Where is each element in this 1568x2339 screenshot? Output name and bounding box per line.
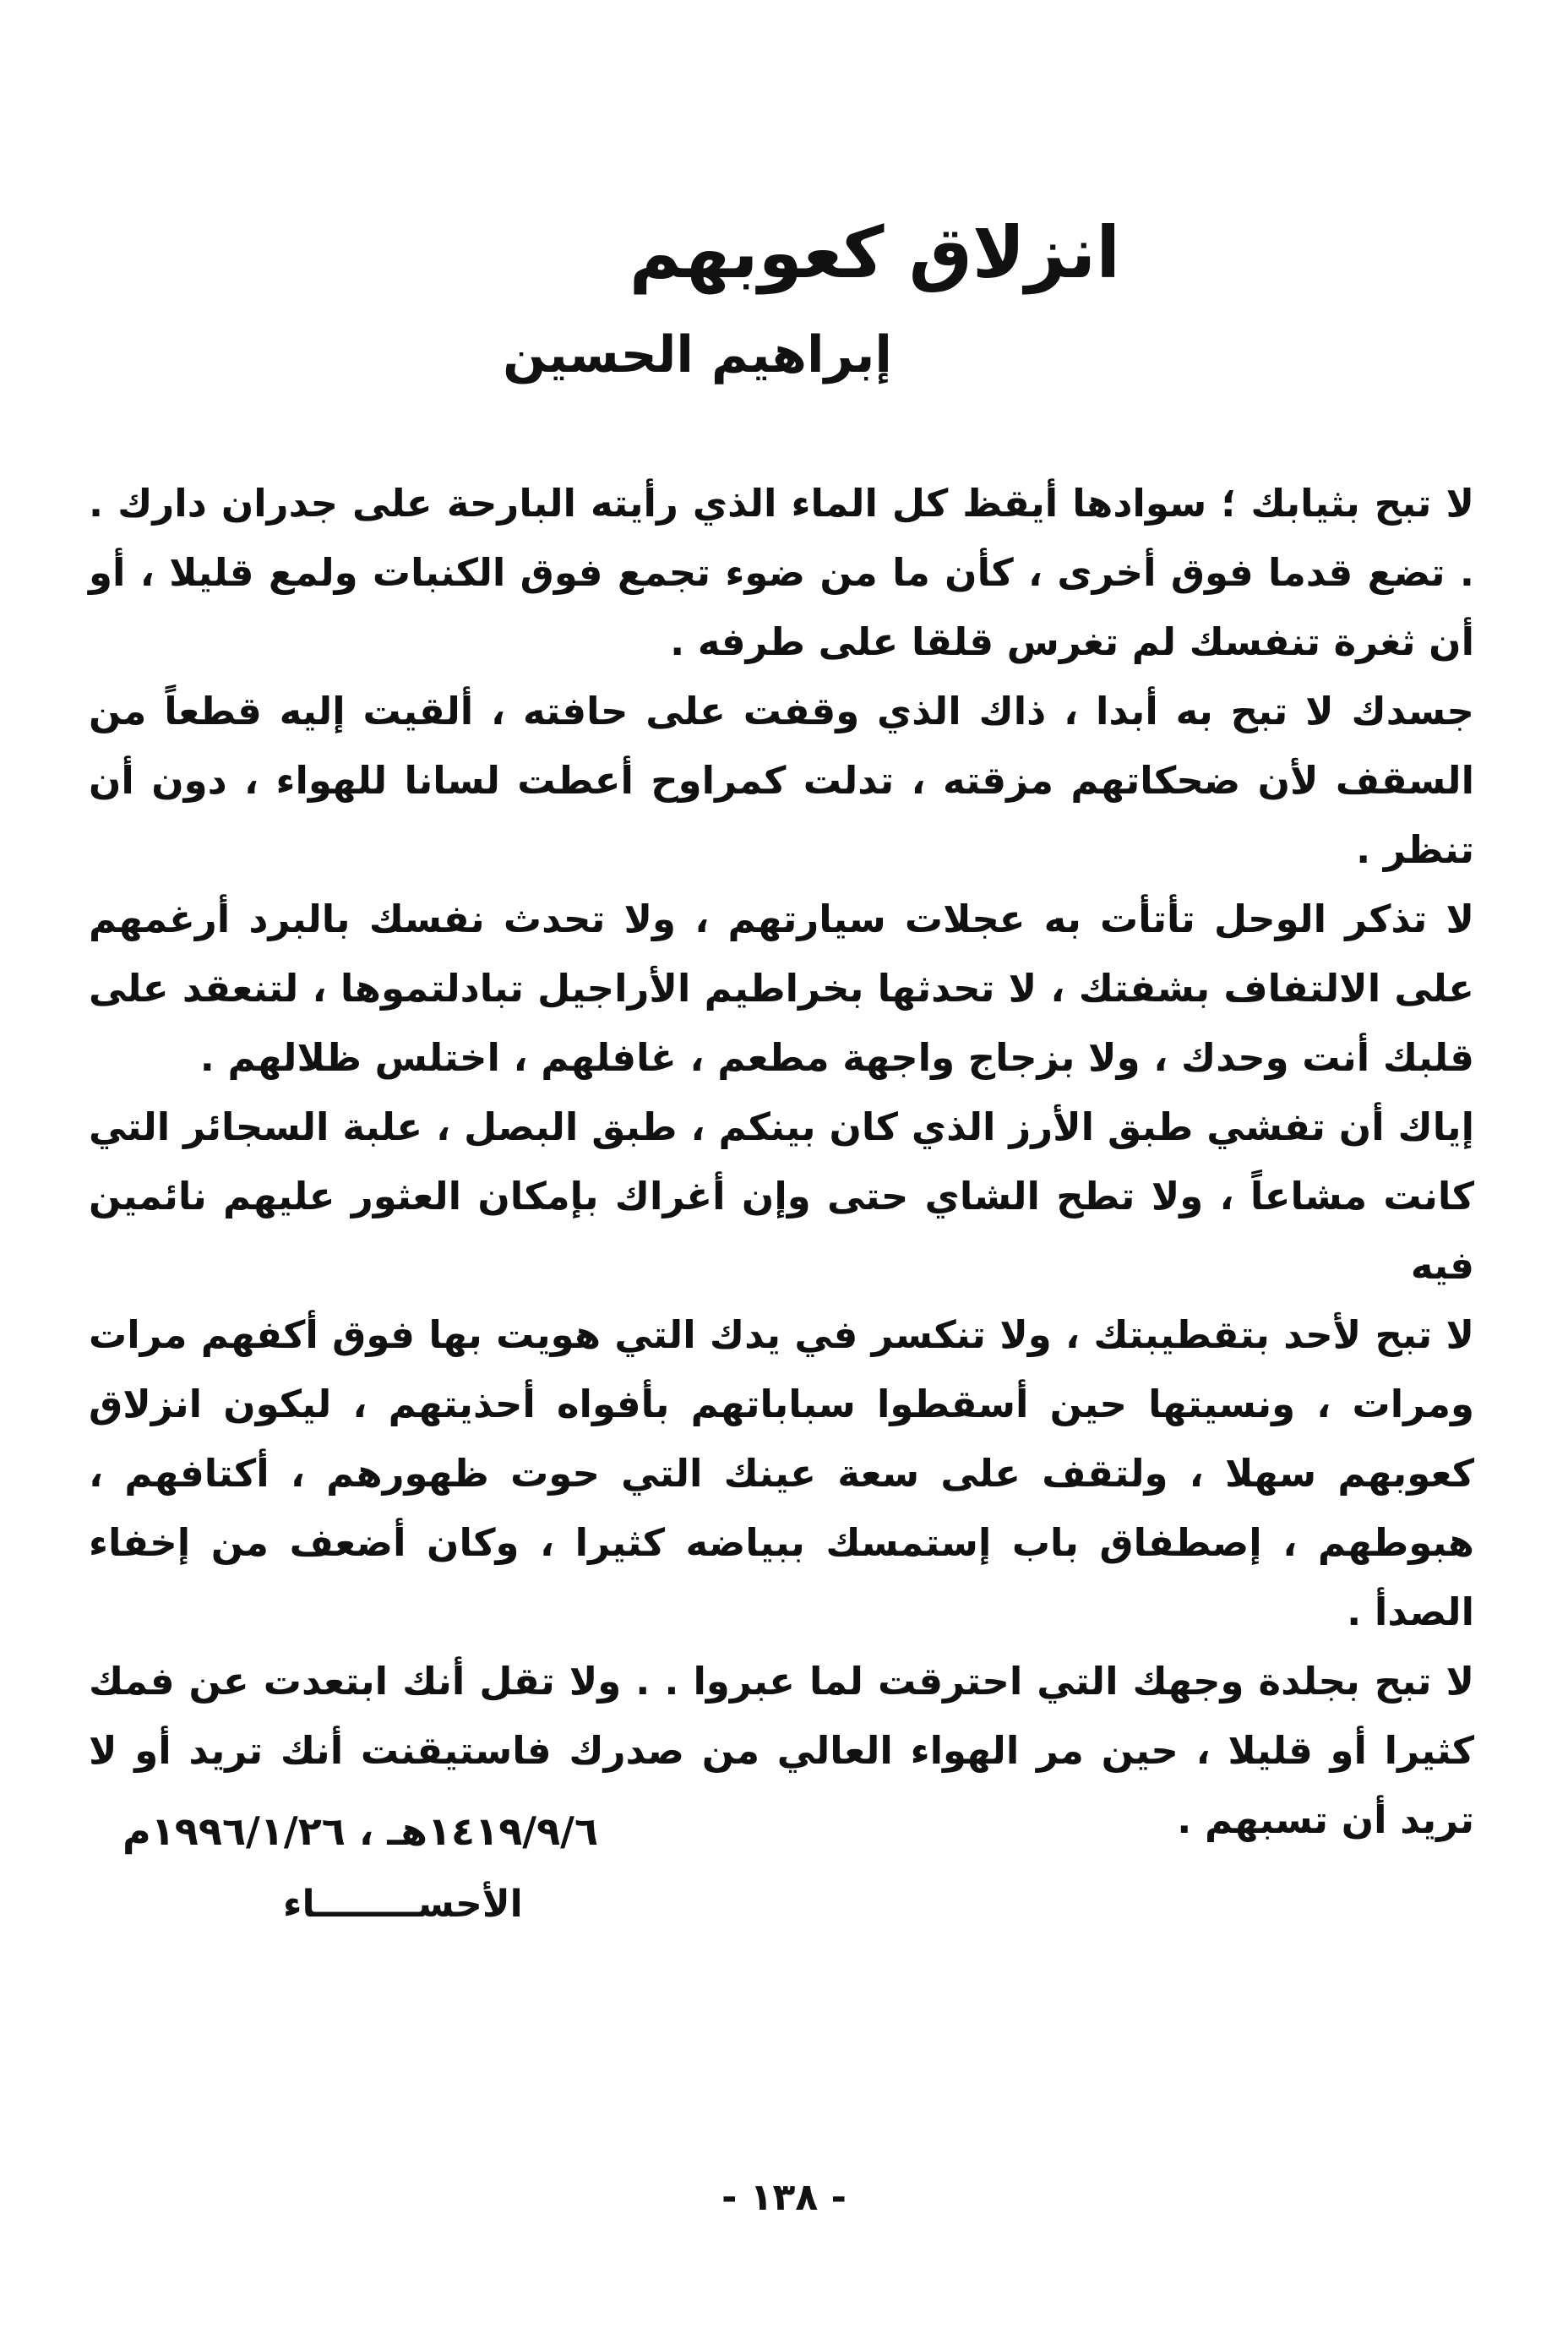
page-number: - ١٣٨ -	[721, 2176, 847, 2219]
paragraph-4: إياك أن تفشي طبق الأرز الذي كان بينكم ، طبق البصل ، علبة السجائر التي كانت مشاعاً ، ولا تطح الشاي حتى وإن أغراك بإمكان العثور عليهم نائمين فيه	[89, 1104, 1474, 1288]
paragraph-3: لا تذكر الوحل تأتأت به عجلات سيارتهم ، ولا تحدث نفسك بالبرد أرغمهم على الالتفاف بشفتك ، لا تحدثها بخراطيم الأراجيل تبادلتموها ، لتنعقد على قلبك أنت وحدك ، ولا بزجاج واجهة مطعم ، غافلهم ، اختلس ظلالهم .	[89, 897, 1474, 1080]
paragraph-1: لا تبح بثيابك ؛ سوادها أيقظ كل الماء الذي رأيته البارحة على جدران دارك . . تضع قدما فوق أخرى ، كأن ما من ضوء تجمع فوق الكنبات ولمع قليلا ، أو أن ثغرة تنفسك لم تغرس قلقا على طرفه .	[89, 481, 1474, 664]
date-line: ١٤١٩/٩/٦هـ ، ١٩٩٦/١/٢٦م	[122, 1808, 599, 1854]
place-line: الأحســــــــاء	[283, 1883, 523, 1926]
paragraph-2: جسدك لا تبح به أبدا ، ذاك الذي وقفت على حافته ، ألقيت إليه قطعاً من السقف لأن ضحكاتهم مزقته ، تدلت كمراوح أعطت لسانا للهواء ، دون أن تنظر .	[89, 689, 1474, 872]
poem-title: انزلاق كعوبهم	[629, 211, 1120, 294]
author-name: إبراهيم الحسين	[503, 325, 892, 384]
paragraph-5: لا تبح لأحد بتقطيبتك ، ولا تنكسر في يدك التي هويت بها فوق أكفهم مرات ومرات ، ونسيتها حين أسقطوا سباباتهم بأفواه أحذيتهم ، ليكون انزلاق كعوبهم سهلا ، ولتقف على سعة عينك التي حوت ظهورهم ، أكتافهم ، هبوطهم ، إصطفاق باب إستمسك ببياضه كثيرا ، وكان أضعف من إخفاء الصدأ .	[89, 1312, 1474, 1634]
poem-body	[89, 469, 1474, 1855]
paragraph-6: لا تبح بجلدة وجهك التي احترقت لما عبروا . . ولا تقل أنك ابتعدت عن فمك كثيرا أو قليلا ، حين مر الهواء العالي من صدرك فاستيقنت أنك تريد أو لا تريد أن تسبهم .	[89, 1659, 1474, 1842]
